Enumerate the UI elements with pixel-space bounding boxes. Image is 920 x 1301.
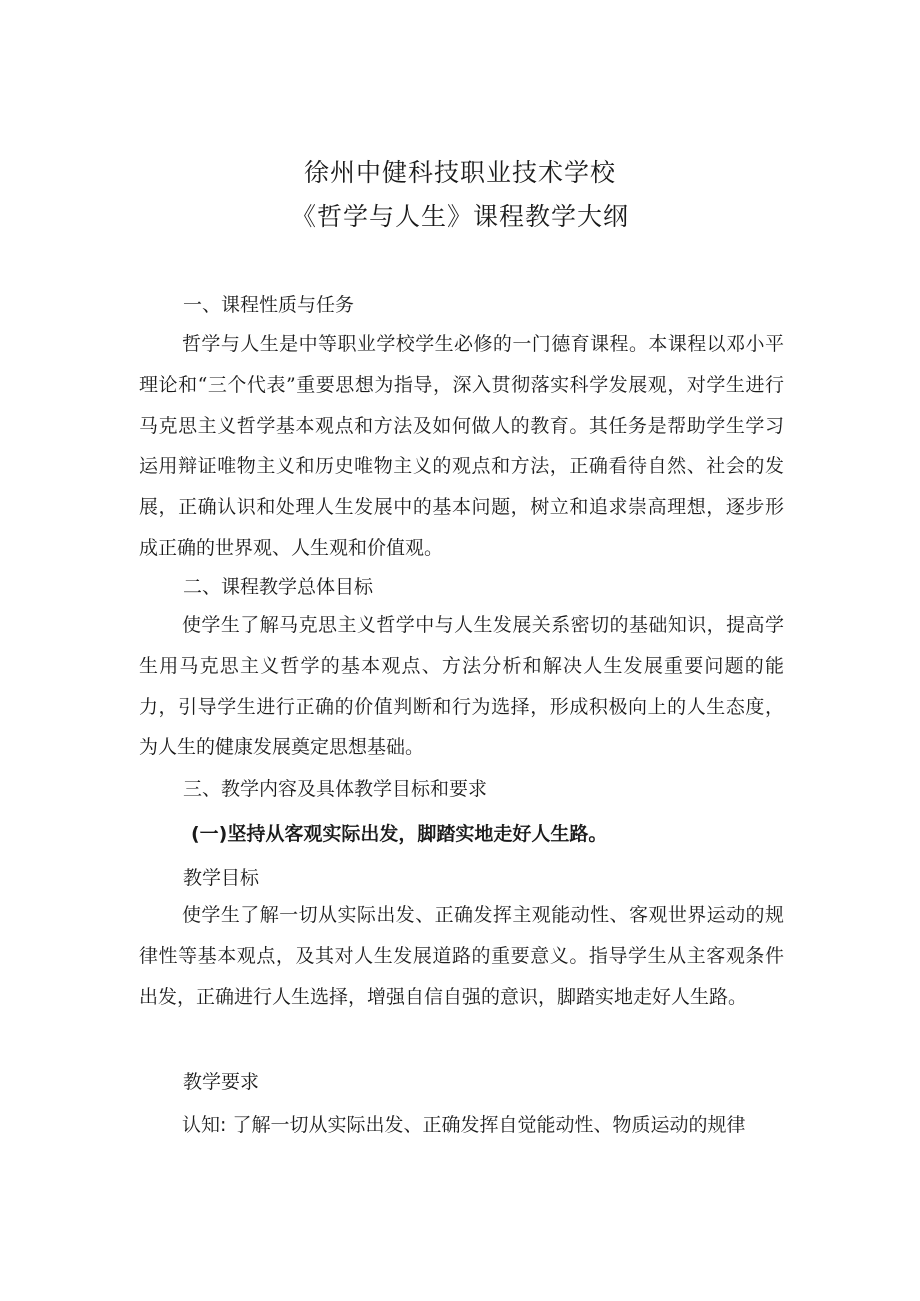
school-title: 徐州中健科技职业技术学校 xyxy=(303,158,616,187)
cognition-text: 了解一切从实际出发、正确发挥自觉能动性、物质运动的规律 xyxy=(232,1114,746,1136)
section-1-heading: 一、课程性质与任务 xyxy=(183,294,355,316)
section-2-heading: 二、课程教学总体目标 xyxy=(183,576,374,598)
unit-1-title: (一)坚持从客观实际出发，脚踏实地走好人生路。 xyxy=(191,823,608,845)
teaching-goal-paragraph: 使学生了解一切从实际出发、正确发挥主观能动性、客观世界运动的规律性等基本观点，及其对人生发展道路的重要意义。指导学生从主客观条件出发，正确进行人生选择，增强自信自强的意识，脚踏实地走好人生路。 xyxy=(139,904,784,1008)
section-1-paragraph: 哲学与人生是中等职业学校学生必修的一门德育课程。本课程以邓小平理论和“三个代表”重要思想为指导，深入贯彻落实科学发展观，对学生进行马克思主义哲学基本观点和方法及如何做人的教育。其任务是帮助学生学习运用辩证唯物主义和历史唯物主义的观点和方法，正确看待自然、社会的发展，正确认识和处理人生发展中的基本问题，树立和追求崇高理想，逐步形成正确的世界观、人生观和价值观。 xyxy=(139,333,784,559)
teaching-requirement-heading: 教学要求 xyxy=(183,1071,260,1093)
section-2-paragraph: 使学生了解马克思主义哲学中与人生发展关系密切的基础知识，提高学生用马克思主义哲学的基本观点、方法分析和解决人生发展重要问题的能力，引导学生进行正确的价值判断和行为选择，形成积极向上的人生态度，为人生的健康发展奠定思想基础。 xyxy=(139,614,784,759)
cognition-requirement xyxy=(182,1105,784,1145)
section-3-heading: 三、教学内容及具体教学目标和要求 xyxy=(183,778,488,800)
cognition-label: 认知: xyxy=(182,1114,227,1136)
teaching-goal-heading: 教学目标 xyxy=(183,867,260,889)
course-syllabus-title: 《哲学与人生》课程教学大纲 xyxy=(290,202,629,231)
